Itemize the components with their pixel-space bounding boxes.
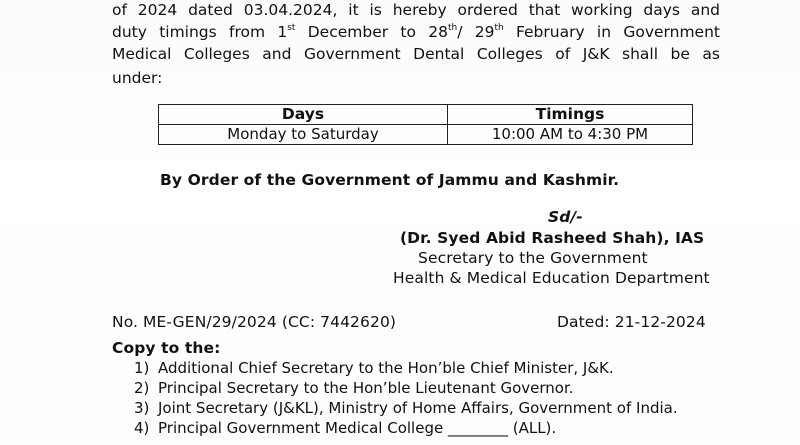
reference-number: No. ME-GEN/29/2024 (CC: 7442620) xyxy=(112,313,397,331)
signatory-name: (Dr. Syed Abid Rasheed Shah), IAS xyxy=(400,229,705,247)
list-item-text: Additional Chief Secretary to the Hon’ble Chief Minister, J&K. xyxy=(158,359,614,377)
timings-table xyxy=(158,104,693,145)
list-item-text: Principal Secretary to the Hon’ble Lieutenant Governor. xyxy=(158,379,574,397)
list-item xyxy=(134,378,678,398)
paragraph-line-3: Medical Colleges and Government Dental Colleges of J&K shall be as xyxy=(112,45,720,63)
list-item xyxy=(134,398,678,418)
copy-to-heading: Copy to the: xyxy=(112,339,221,357)
superscript-st: st xyxy=(287,23,296,33)
list-item xyxy=(134,418,678,438)
list-item xyxy=(134,358,678,378)
cell-timings: 10:00 AM to 4:30 PM xyxy=(448,125,693,145)
table-header-row xyxy=(159,105,693,125)
list-item-text: Principal Government Medical College ________ (ALL). xyxy=(158,419,557,437)
paragraph-line-2-part-c: / 29 xyxy=(457,23,495,41)
list-item-text: Joint Secretary (J&KL), Ministry of Home Affairs, Government of India. xyxy=(158,399,678,417)
list-item-number: 2) xyxy=(134,379,150,397)
superscript-th-1: th xyxy=(447,23,458,33)
list-item-number: 4) xyxy=(134,419,150,437)
header-timings: Timings xyxy=(448,105,693,125)
paragraph-line-2-part-b: December to 28 xyxy=(295,23,448,41)
paragraph-line-2-part-d: February in Government xyxy=(503,23,720,41)
paragraph-line-4: under: xyxy=(112,69,163,87)
paragraph-line-2-part-a: duty timings from 1 xyxy=(112,23,288,41)
table-row xyxy=(159,125,693,145)
cell-days: Monday to Saturday xyxy=(159,125,448,145)
superscript-th-2: th xyxy=(494,23,504,33)
list-item-number: 3) xyxy=(134,399,150,417)
header-days: Days xyxy=(159,105,448,125)
reference-date: Dated: 21-12-2024 xyxy=(557,313,706,331)
signature-sd: Sd/- xyxy=(548,208,583,226)
signatory-department: Health & Medical Education Department xyxy=(393,269,710,287)
signatory-designation: Secretary to the Government xyxy=(418,249,648,267)
paragraph-line-2 xyxy=(112,22,720,42)
order-line: By Order of the Government of Jammu and Kashmir. xyxy=(160,171,620,189)
paragraph-line-1: of 2024 dated 03.04.2024, it is hereby ordered that working days and xyxy=(112,1,720,19)
copy-to-list xyxy=(134,358,678,438)
list-item-number: 1) xyxy=(134,359,150,377)
